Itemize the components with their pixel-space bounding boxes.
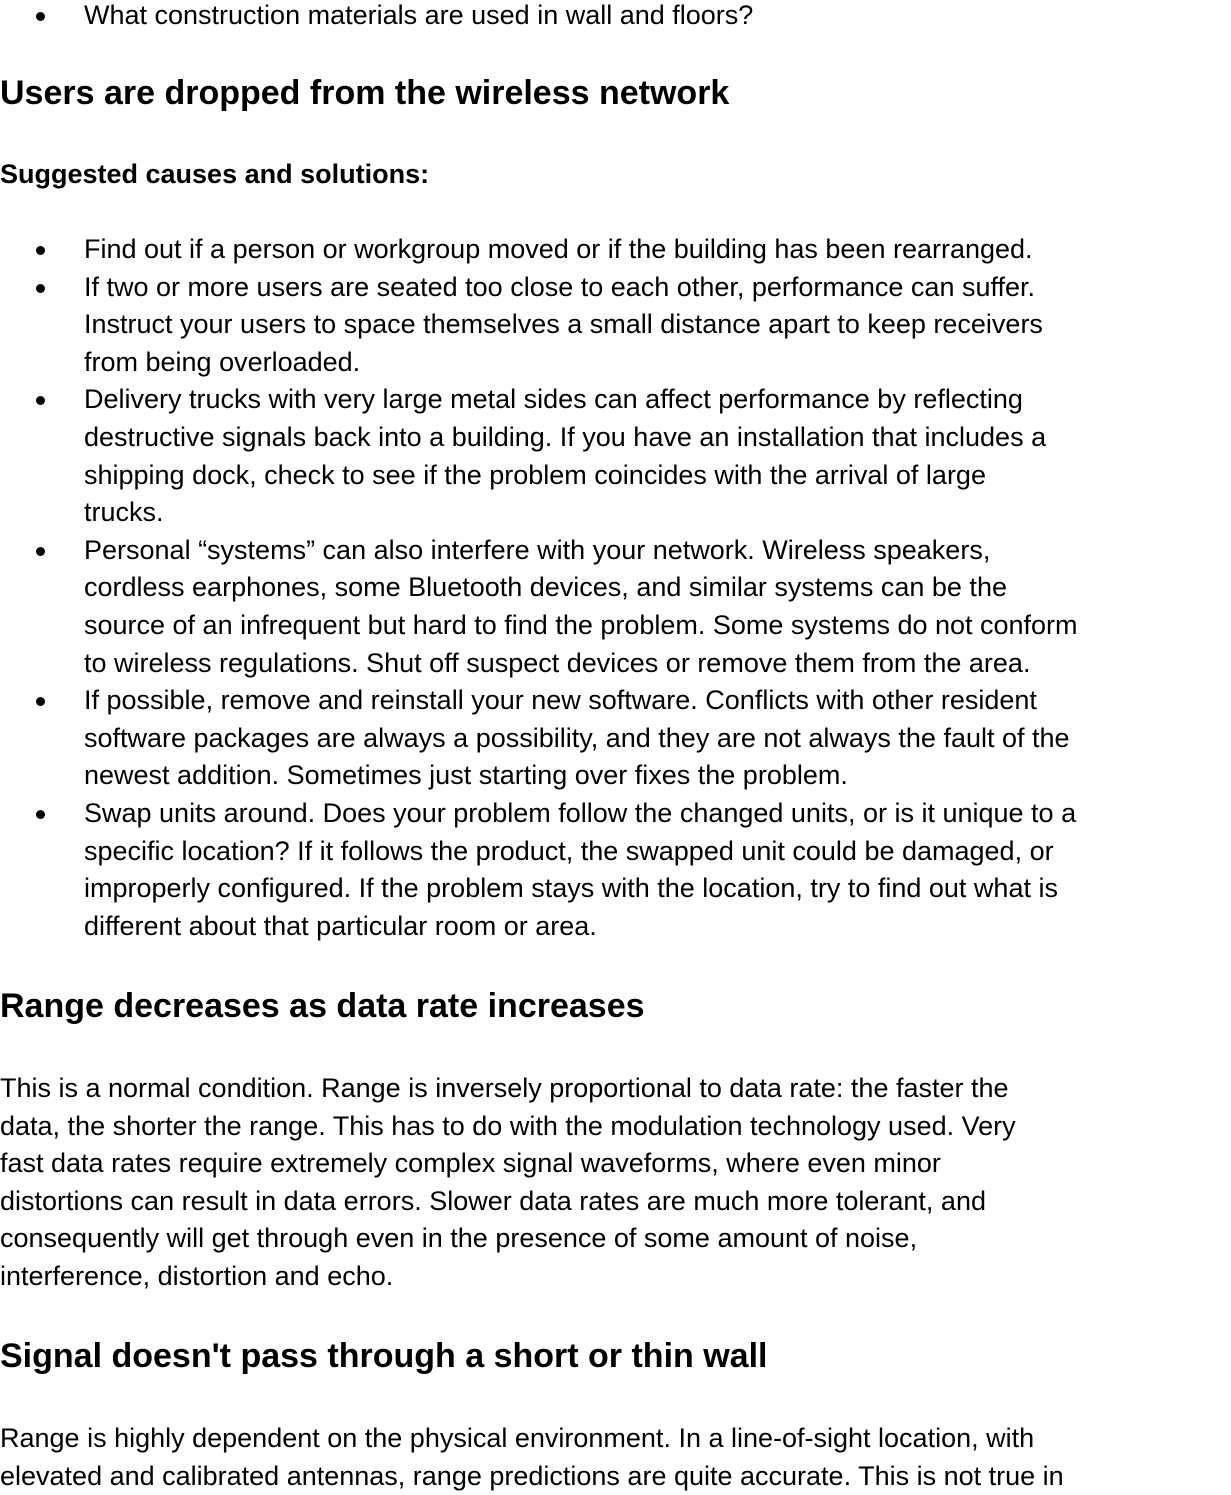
list-item [0,231,1078,269]
list-item-line: Find out if a person or workgroup moved or if the building has been rearranged. [84,234,1033,264]
list-item [0,795,1078,945]
list-item-line: software packages are always a possibility, and they are not always the fault of the [84,722,1070,753]
bullet-icon [36,810,45,819]
paragraph-line: This is a normal condition. Range is inversely proportional to data rate: the faster the [0,1073,1009,1103]
section-heading-thin-wall: Signal doesn't pass through a short or thin wall [0,1337,768,1375]
list-item-line: source of an infrequent but hard to find the problem. Some systems do not conform [84,609,1078,640]
list-item-line: different about that particular room or area. [84,910,597,941]
paragraph-line: distortions can result in data errors. Slower data rates are much more tolerant, and [0,1185,986,1216]
list-item-line: newest addition. Sometimes just starting over fixes the problem. [84,760,848,791]
paragraph-line: consequently will get through even in the presence of some amount of noise, [0,1223,918,1254]
list-item [0,0,753,35]
list-item [0,381,1078,531]
paragraph-line: data, the shorter the range. This has to do with the modulation technology used. Very [0,1110,1016,1141]
list-item [0,269,1078,382]
paragraph-line: Range is highly dependent on the physical environment. In a line-of-sight location, with [0,1423,1035,1453]
thin-wall-paragraph [0,1420,1064,1495]
bullet-icon [36,12,45,21]
bullet-icon [36,396,45,405]
subheading-causes-solutions: Suggested causes and solutions: [0,159,430,189]
paragraph-line: interference, distortion and echo. [0,1260,394,1291]
list-item [0,682,1078,795]
list-item-line: If two or more users are seated too close to each other, performance can suffer. [84,271,1036,302]
list-item-line: Delivery trucks with very large metal sides can affect performance by reflecting [84,384,1023,415]
list-item-line: trucks. [84,497,164,528]
list-item-line: destructive signals back into a building. If you have an installation that includes a [84,421,1047,452]
section-heading-dropped-users: Users are dropped from the wireless network [0,74,730,112]
list-item-line: Instruct your users to space themselves a small distance apart to keep receivers [84,309,1043,340]
bullet-icon [36,284,45,293]
list-item-line: specific location? If it follows the product, the swapped unit could be damaged, or [84,835,1054,866]
list-item-line: improperly configured. If the problem stays with the location, try to find out what is [84,873,1058,904]
list-item-line: Swap units around. Does your problem follow the changed units, or is it unique to a [84,797,1077,828]
list-item-line: to wireless regulations. Shut off suspect devices or remove them from the area. [84,647,1031,678]
list-item-line: What construction materials are used in wall and floors? [84,0,754,30]
section-heading-range-data-rate: Range decreases as data rate increases [0,987,645,1025]
list-item-line: cordless earphones, some Bluetooth devices, and similar systems can be the [84,572,1007,603]
top-bullet-list [0,0,753,35]
list-item-line: Personal “systems” can also interfere with your network. Wireless speakers, [84,534,991,565]
range-data-rate-paragraph [0,1070,1016,1296]
list-item [0,532,1078,682]
list-item-line: If possible, remove and reinstall your new software. Conflicts with other resident [84,685,1037,716]
paragraph-line: elevated and calibrated antennas, range predictions are quite accurate. This is not true in [0,1460,1064,1491]
paragraph-line: fast data rates require extremely complex signal waveforms, where even minor [0,1148,941,1179]
bullet-icon [36,246,45,255]
list-item-line: shipping dock, check to see if the problem coincides with the arrival of large [84,459,986,490]
bullet-icon [36,547,45,556]
causes-bullet-list [0,231,1078,945]
list-item-line: from being overloaded. [84,346,361,377]
bullet-icon [36,697,45,706]
